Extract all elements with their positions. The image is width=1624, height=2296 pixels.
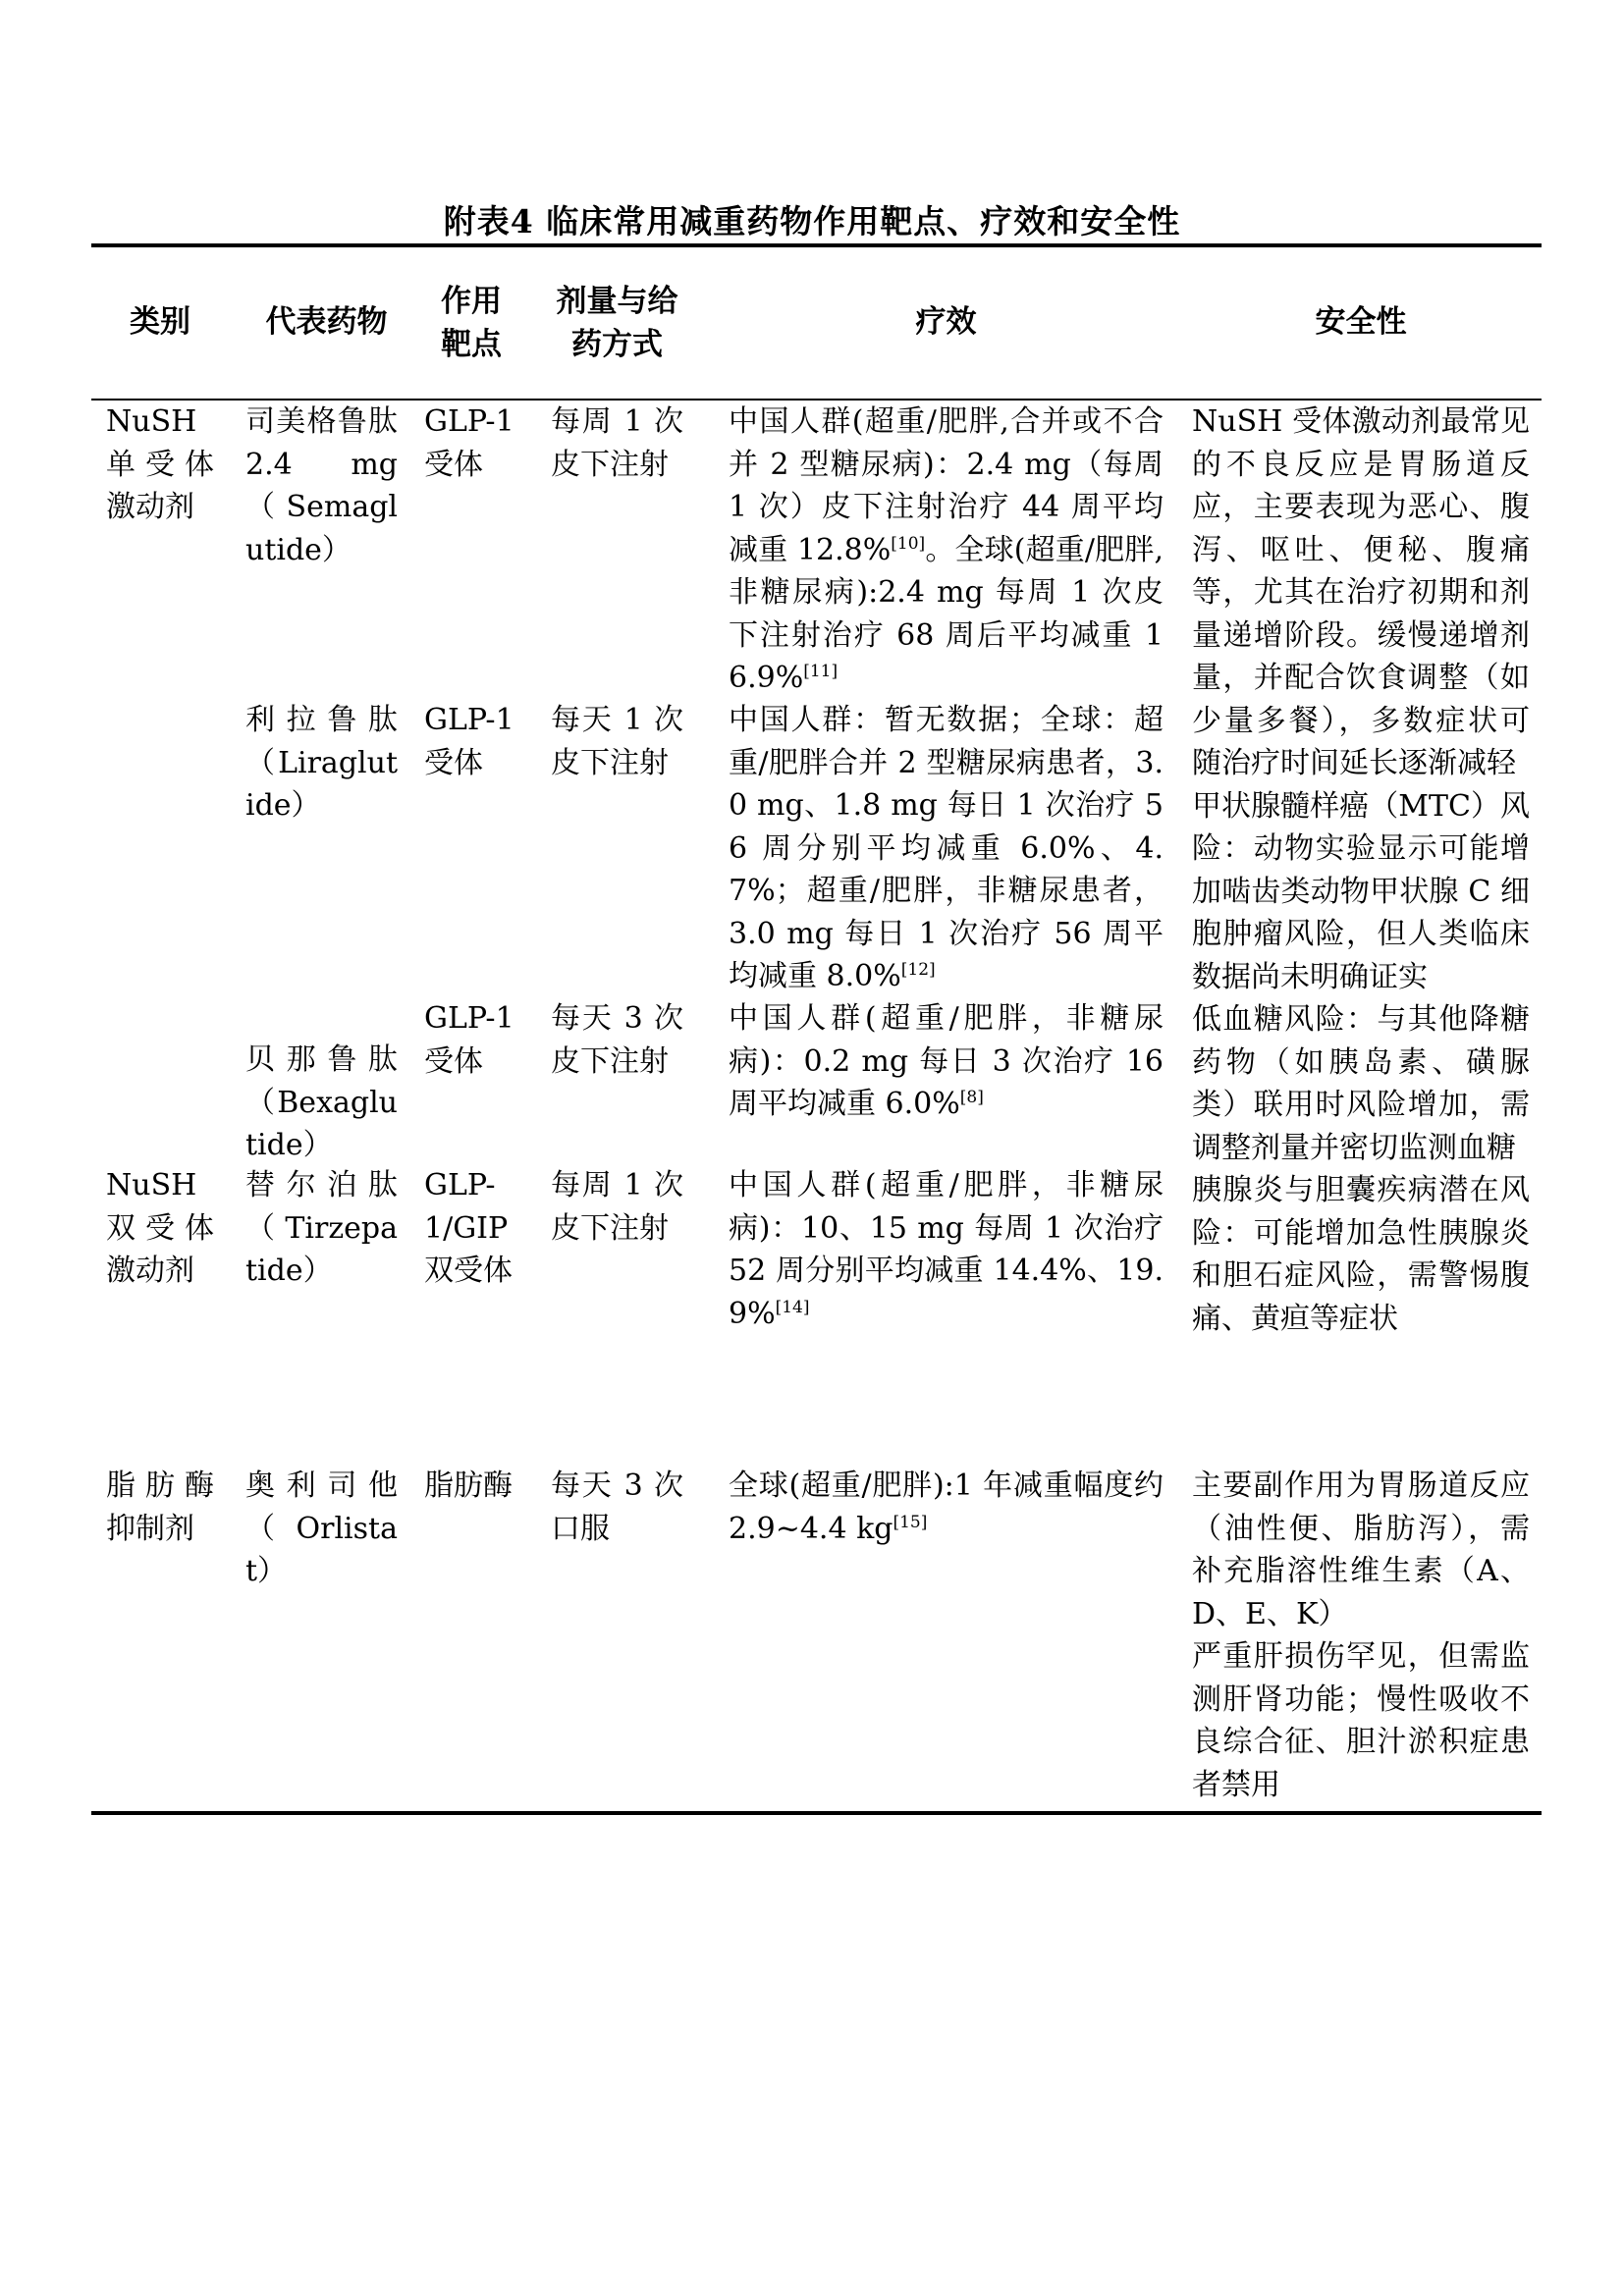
row2-target: GLP-1 受体 [424, 703, 514, 780]
header-target: 作用靶点 [441, 284, 502, 362]
table-bottom-rule [91, 1811, 1542, 1815]
row3-dose: 每天 3 次皮下注射 [551, 1001, 683, 1079]
table-top-rule [91, 243, 1542, 247]
safety-hypoglycemia: 低血糖风险：与其他降糖药物（如胰岛素、磺脲类）联用时风险增加，需调整剂量并密切监测血糖 [1192, 1002, 1530, 1165]
row2-efficacy [729, 699, 1164, 998]
safety-mtc-risk: 甲状腺髓样癌（MTC）风险：动物实验显示可能增加啮齿类动物甲状腺 C 细胞肿瘤风险，但人类临床数据尚未明确证实 [1192, 788, 1530, 994]
row3-drug: 贝那鲁肽（Bexaglutide） [245, 1042, 398, 1162]
row4-drug: 替尔泊肽（Tirzepatide） [245, 1168, 398, 1288]
row5-drug: 奥利司他（Orlistat） [245, 1468, 398, 1588]
row5-category: 脂肪酶抑制剂 [106, 1468, 214, 1546]
table-title: 附表4 临床常用减重药物作用靶点、疗效和安全性 [443, 202, 1181, 240]
safety-orlistat [1192, 1465, 1530, 1806]
row1-drug: 司美格鲁肽 2.4 mg（Semaglutide） [245, 404, 398, 567]
row5-dose: 每天 3 次口服 [551, 1468, 683, 1546]
row3-efficacy [729, 997, 1164, 1126]
row3-efficacy-text: 中国人群(超重/肥胖，非糖尿病)：0.2 mg 每日 3 次治疗 16 周平均减重 6.0% [729, 1001, 1164, 1121]
row3-ref-8: [8] [959, 1088, 984, 1107]
header-drug: 代表药物 [265, 304, 388, 340]
header-efficacy: 疗效 [915, 304, 977, 340]
row4-efficacy-text: 中国人群(超重/肥胖，非糖尿病)：10、15 mg 每周 1 次治疗 52 周分别平均减重 14.4%、19.9% [729, 1168, 1164, 1331]
safety-nush [1192, 400, 1530, 1340]
safety-gi-reaction: NuSH 受体激动剂最常见的不良反应是胃肠道反应，主要表现为恶心、腹泻、呕吐、便秘、腹痛等，尤其在治疗初期和剂量递增阶段。缓慢递增剂量，并配合饮食调整（如少量多餐），多数症状可随治疗时间延长逐渐减轻 [1192, 404, 1530, 780]
row4-efficacy [729, 1164, 1164, 1335]
row1-ref-10: [10] [891, 533, 926, 554]
safety-orlistat-liver: 严重肝损伤罕见，但需监测肝肾功能；慢性吸收不良综合征、胆汁淤积症患者禁用 [1192, 1639, 1530, 1802]
row4-dose: 每周 1 次皮下注射 [551, 1168, 683, 1246]
row1-efficacy-text: 中国人群(超重/肥胖,合并或不合并 2 型糖尿病)：2.4 mg（每周 1 次）皮下注射治疗 44 周平均减重 12.8% [729, 404, 1164, 567]
row1-efficacy [729, 400, 1164, 700]
header-safety: 安全性 [1315, 304, 1407, 340]
safety-orlistat-gi: 主要副作用为胃肠道反应（油性便、脂肪泻），需补充脂溶性维生素（A、D、E、K） [1192, 1468, 1530, 1631]
row5-efficacy-text: 全球(超重/肥胖):1 年减重幅度约 2.9~4.4 kg [729, 1468, 1164, 1546]
row4-ref-14: [14] [775, 1297, 810, 1317]
row1-ref-11: [11] [803, 662, 839, 681]
row5-target: 脂肪酶 [424, 1468, 513, 1503]
row2-ref-12: [12] [900, 960, 936, 980]
header-dose: 剂量与给药方式 [556, 284, 678, 362]
row2-dose: 每天 1 次皮下注射 [551, 703, 683, 780]
row1-category: NuSH 单受体激动剂 [106, 404, 214, 524]
row5-ref-15: [15] [893, 1512, 928, 1532]
row1-efficacy-text2: 。全球(超重/肥胖,非糖尿病):2.4 mg 每周 1 次皮下注射治疗 68 周后平均减重 16.9% [729, 532, 1164, 695]
row1-target: GLP-1 受体 [424, 404, 514, 482]
row2-efficacy-text: 中国人群：暂无数据；全球：超重/肥胖合并 2 型糖尿病患者，3.0 mg、1.8 mg 每日 1 次治疗 56 周分别平均减重 6.0%、4.7%；超重/肥胖，非糖尿患者，3.0 mg 每日 1 次治疗 56 周平均减重 8.0% [729, 703, 1164, 993]
row1-dose: 每周 1 次皮下注射 [551, 404, 683, 482]
safety-pancreatitis: 胰腺炎与胆囊疾病潜在风险：可能增加急性胰腺炎和胆石症风险，需警惕腹痛、黄疸等症状 [1192, 1173, 1530, 1336]
row4-category: NuSH 双受体激动剂 [106, 1168, 214, 1288]
row4-target: GLP-1/GIP 双受体 [424, 1168, 513, 1288]
row5-efficacy [729, 1465, 1164, 1550]
header-category: 类别 [130, 304, 190, 340]
row2-drug: 利拉鲁肽（Liraglutide） [245, 703, 398, 823]
row3-target: GLP-1 受体 [424, 1001, 514, 1079]
